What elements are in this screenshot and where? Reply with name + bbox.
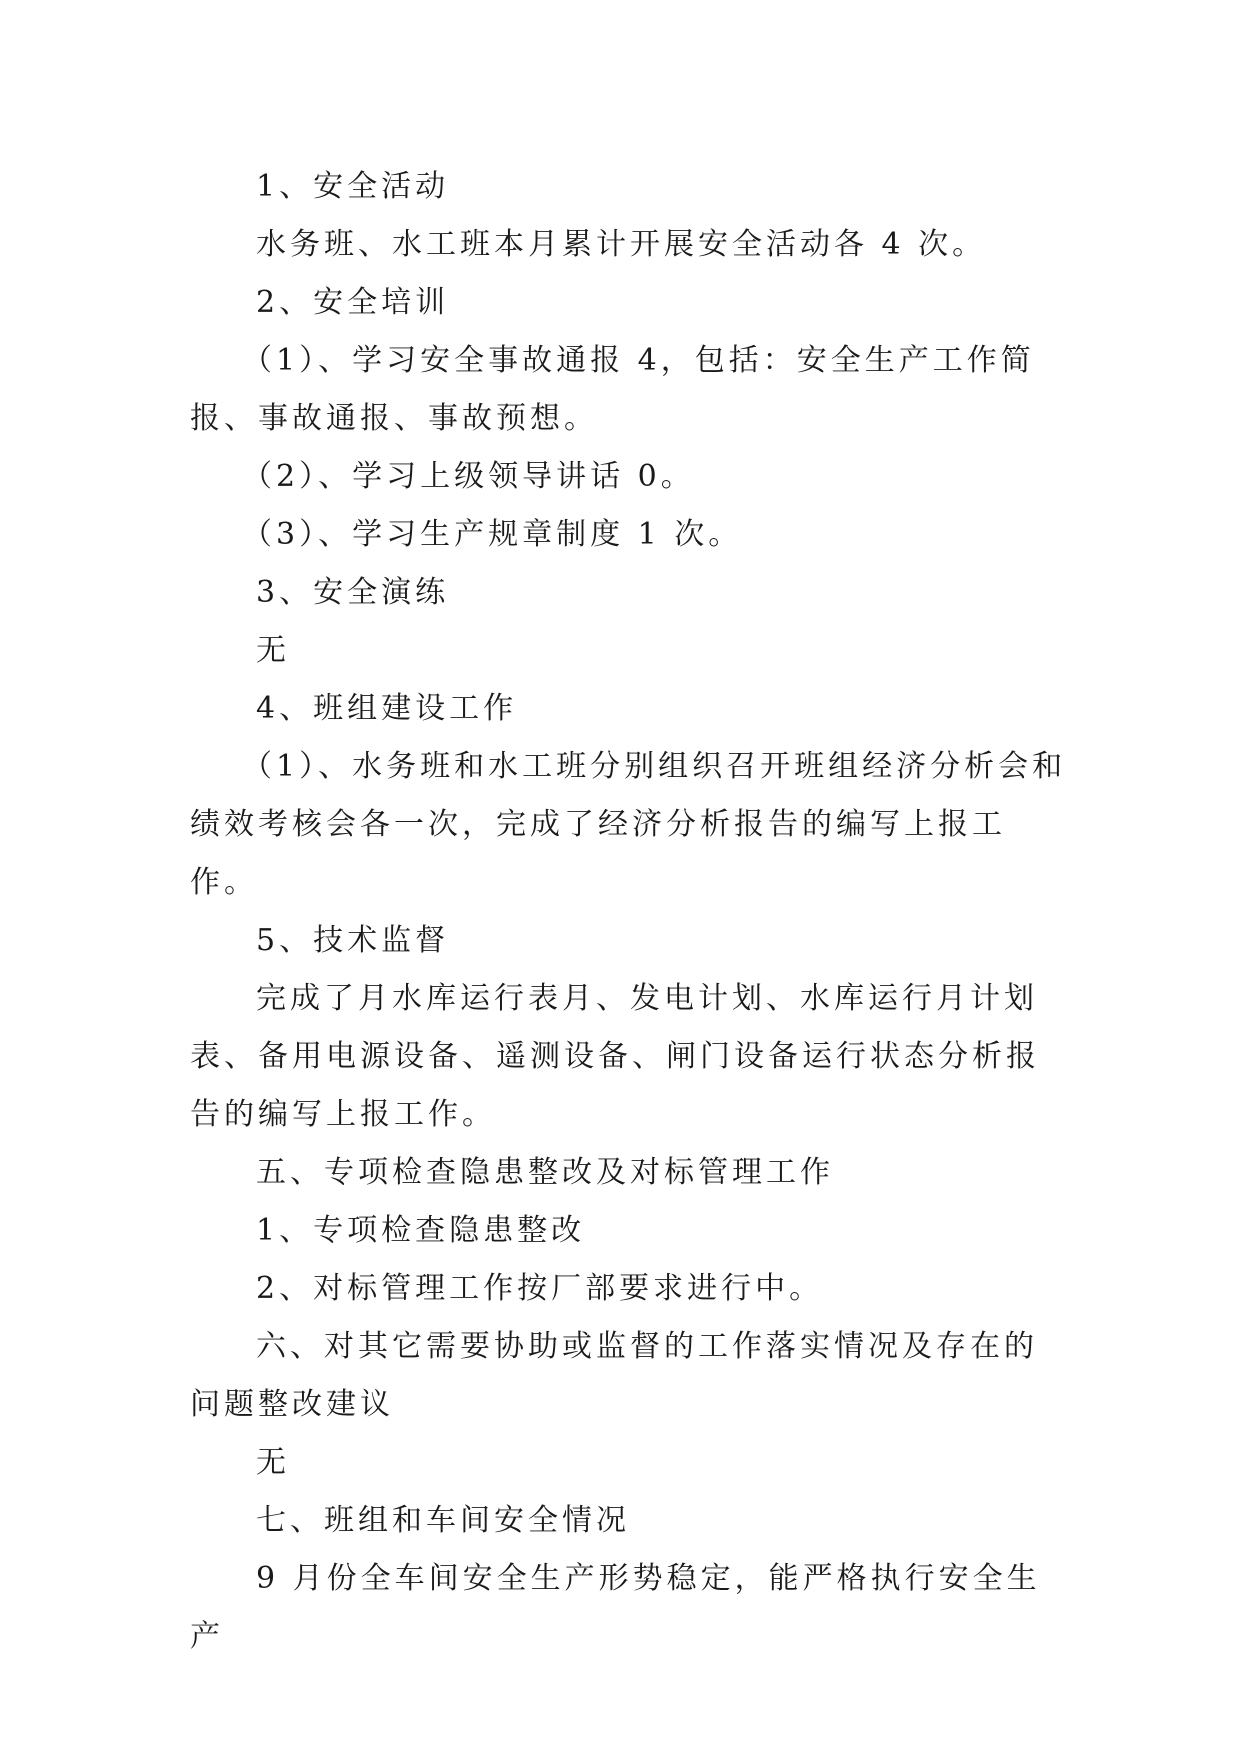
paragraph: 4、班组建设工作 bbox=[256, 691, 518, 726]
paragraph: 完成了月水库运行表月、发电计划、水库运行月计划表、备用电源设备、遥测设备、闸门设备运行状态分析报告的编写上报工作。 bbox=[190, 981, 1040, 1132]
document-body bbox=[190, 158, 1070, 1666]
paragraph: 无 bbox=[256, 633, 290, 668]
paragraph: （2）、学习上级领导讲话 0。 bbox=[242, 459, 695, 494]
paragraph: （1）、学习安全事故通报 4，包括：安全生产工作简报、事故通报、事故预想。 bbox=[190, 343, 1035, 436]
paragraph: 1、安全活动 bbox=[256, 169, 450, 204]
paragraph: 1、专项检查隐患整改 bbox=[256, 1213, 586, 1248]
paragraph: 3、安全演练 bbox=[256, 575, 450, 610]
paragraph: 五、专项检查隐患整改及对标管理工作 bbox=[256, 1155, 834, 1190]
paragraph: 水务班、水工班本月累计开展安全活动各 4 次。 bbox=[256, 227, 987, 262]
paragraph: （3）、学习生产规章制度 1 次。 bbox=[242, 517, 743, 552]
paragraph: （1）、水务班和水工班分别组织召开班组经济分析会和绩效考核会各一次，完成了经济分析报告的编写上报工作。 bbox=[190, 749, 1067, 900]
paragraph: 七、班组和车间安全情况 bbox=[256, 1503, 630, 1538]
paragraph: 无 bbox=[256, 1445, 290, 1480]
paragraph: 六、对其它需要协助或监督的工作落实情况及存在的问题整改建议 bbox=[190, 1329, 1038, 1422]
paragraph: 9 月份全车间安全生产形势稳定，能严格执行安全生产 bbox=[190, 1561, 1041, 1654]
paragraph: 2、对标管理工作按厂部要求进行中。 bbox=[256, 1271, 824, 1306]
paragraph: 2、安全培训 bbox=[256, 285, 450, 320]
paragraph: 5、技术监督 bbox=[256, 923, 450, 958]
